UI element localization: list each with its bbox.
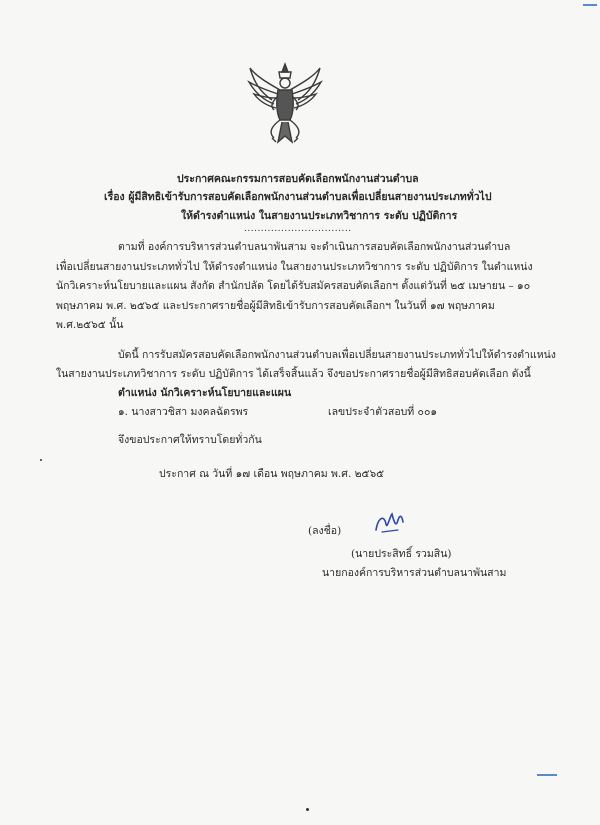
signature-label: (ลงชื่อ)	[308, 525, 342, 537]
paragraph1-line3: นักวิเคราะห์นโยบายและแผน สังกัด สำนักปลัด โดยได้รับสมัครสอบคัดเลือกฯ ตั้งแต่วันที่ ๒๕ เมษายน – ๑๐	[56, 280, 531, 292]
paragraph1-line2: เพื่อเปลี่ยนสายงานประเภททั่วไป ให้ดำรงตำแหน่ง ในสายงานประเภทวิชาการ ระดับ ปฏิบัติการ ในตำแหน่ง	[56, 261, 533, 273]
handwritten-signature	[372, 510, 406, 536]
garuda-emblem-icon	[246, 62, 324, 146]
paragraph1-line1: ตามที่ องค์การบริหารส่วนตำบลนาพันสาม จะดำเนินการสอบคัดเลือกพนักงานส่วนตำบล	[118, 241, 511, 253]
closing-statement: จึงขอประกาศให้ทราบโดยทั่วกัน	[118, 434, 262, 446]
paragraph2-line2: ในสายงานประเภทวิชาการ ระดับ ปฏิบัติการ ได้เสร็จสิ้นแล้ว จึงขอประกาศรายชื่อผู้มีสิทธิสอบคัดเลือก ดังนี้	[56, 368, 531, 380]
header-separator: ................................	[244, 224, 352, 234]
scan-speck	[306, 808, 309, 811]
scan-mark	[537, 774, 557, 776]
candidate-name: ๑. นางสาวชิสา มงคลฉัตรพร	[118, 406, 249, 418]
announcement-subject: เรื่อง ผู้มีสิทธิเข้ารับการสอบคัดเลือกพนักงานส่วนตำบลเพื่อเปลี่ยนสายงานประเภททั่วไป	[104, 191, 492, 203]
announcement-heading: ประกาศคณะกรรมการสอบคัดเลือกพนักงานส่วนตำบล	[177, 173, 419, 185]
announcement-date: ประกาศ ณ วันที่ ๑๗ เดือน พฤษภาคม พ.ศ. ๒๕๖๕	[159, 468, 385, 480]
announcement-position-line: ให้ดำรงตำแหน่ง ในสายงานประเภทวิชาการ ระดับ ปฏิบัติการ	[181, 210, 458, 222]
signatory-title: นายกองค์การบริหารส่วนตำบลนาพันสาม	[322, 567, 507, 579]
paragraph1-line4: พฤษภาคม พ.ศ. ๒๕๖๕ และประกาศรายชื่อผู้มีสิทธิเข้ารับการสอบคัดเลือกฯ ในวันที่ ๑๗ พฤษภาคม	[56, 300, 495, 312]
scan-mark	[583, 4, 597, 6]
position-label: ตำแหน่ง นักวิเคราะห์นโยบายและแผน	[118, 387, 292, 399]
signatory-name: (นายประสิทธิ์ รวมสิน)	[351, 548, 452, 560]
scan-speck	[40, 459, 42, 461]
candidate-exam-number: เลขประจำตัวสอบที่ ๐๐๑	[328, 406, 438, 418]
paragraph2-line1: บัดนี้ การรับสมัครสอบคัดเลือกพนักงานส่วนตำบลเพื่อเปลี่ยนสายงานประเภททั่วไปให้ดำรงตำแหน่ง	[118, 349, 556, 361]
paragraph1-line5: พ.ศ.๒๕๖๕ นั้น	[56, 319, 124, 331]
